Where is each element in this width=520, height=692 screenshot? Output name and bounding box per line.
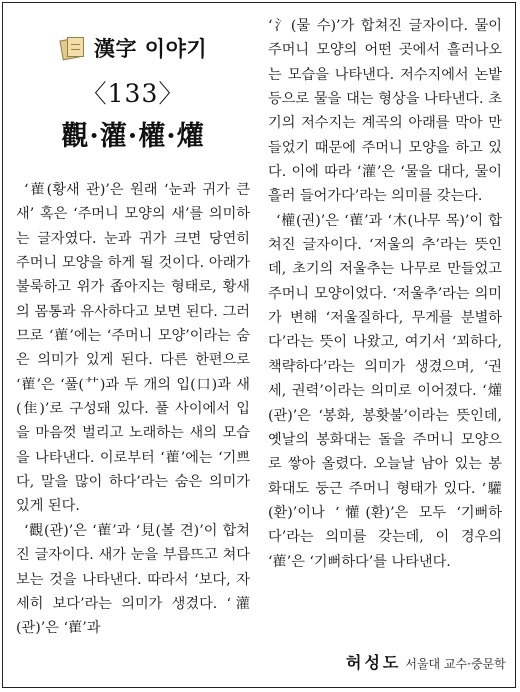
- paragraph: ‘權(권)’은 ‘雚’과 ‘木(나무 목)’이 합쳐진 글자이다. ‘저울의 추’라는 뜻인데, 초기의 저울추는 나무로 만들었고 주머니 모양이었다. ‘저울추’라는 의미가 변해 ‘저울질하다, 무게를 분별하다’라는 뜻이 나왔고, 여기서 ‘꾀하다, 책략하다’라는 의미가 생겼으며, ‘권세, 권력’이라는 의미로 이어졌다. ‘爟(관)’은 ‘봉화, 봉홧불’이라는 뜻인데, 옛날의 봉화대는 돌을 주머니 모양으로 쌓아 올렸다. 오늘날 남아 있는 봉화대도 둥근 주머니 형태가 있다. ‘驩(환)’이나 ‘懽(환)’은 모두 ‘기뻐하다’라는 의미를 갖는데, 이 경우의 ‘雚’은 ‘기뻐하다’를 나타낸다.: [268, 212, 502, 570]
- article-header: [16, 26, 250, 166]
- article-title: 觀·灌·權·爟: [61, 121, 205, 152]
- paper-sheets-icon: [60, 36, 86, 60]
- series-title: 漢字 이야기: [94, 37, 208, 61]
- byline: [346, 650, 506, 673]
- paragraph: ‘氵(물 수)’가 합쳐진 글자이다. 물이 주머니 모양의 어떤 곳에서 흘러나오는 모습을 나타낸다. 저수지에서 논밭 등으로 물을 대는 형상을 나타낸다. 초기의 저수지는 계곡의 아래를 막아 만들었기 때문에 주머니 모양을 하고 있다. 이에 따라 ‘灌’은 ‘물을 대다, 물이 흘러 들어가다’라는 의미를 갖는다.: [268, 18, 502, 205]
- author-affiliation: 서울대 교수·중문학: [405, 657, 506, 671]
- right-column: [268, 14, 502, 574]
- paragraph: ‘觀(관)’은 ‘雚’과 ‘見(볼 견)’이 합쳐진 글자이다. 새가 눈을 부릅뜨고 쳐다보는 것을 나타낸다. 따라서 ‘보다, 자세히 보다’라는 의미가 생겼다. ‘灌(관)’은 ‘雚’과: [16, 522, 250, 637]
- left-column: [16, 178, 250, 641]
- issue-number: 〈133〉: [81, 79, 185, 108]
- author-name: 허성도: [346, 653, 402, 672]
- series-heading: [60, 34, 207, 62]
- paragraph: ‘雚(황새 관)’은 원래 ‘눈과 귀가 큰 새’ 혹은 ‘주머니 모양의 새’를 의미하는 글자였다. 눈과 귀가 크면 당연히 주머니 모양을 하게 될 것이다. 아래가 불룩하고 위가 좁아지는 형태로, 황새의 몸통과 유사하다고 보면 된다. 그러므로 ‘雚’에는 ‘주머니 모양’이라는 숨은 의미가 있게 된다. 다른 한편으로 ‘雚’은 ‘풀(⺿)과 두 개의 입(口)과 새(隹)’로 구성돼 있다. 풀 사이에서 입을 마음껏 벌리고 노래하는 새의 모습을 나타낸다. 이로부터 ‘雚’에는 ‘기쁘다, 말을 많이 하다’라는 숨은 의미가 있게 된다.: [16, 182, 250, 515]
